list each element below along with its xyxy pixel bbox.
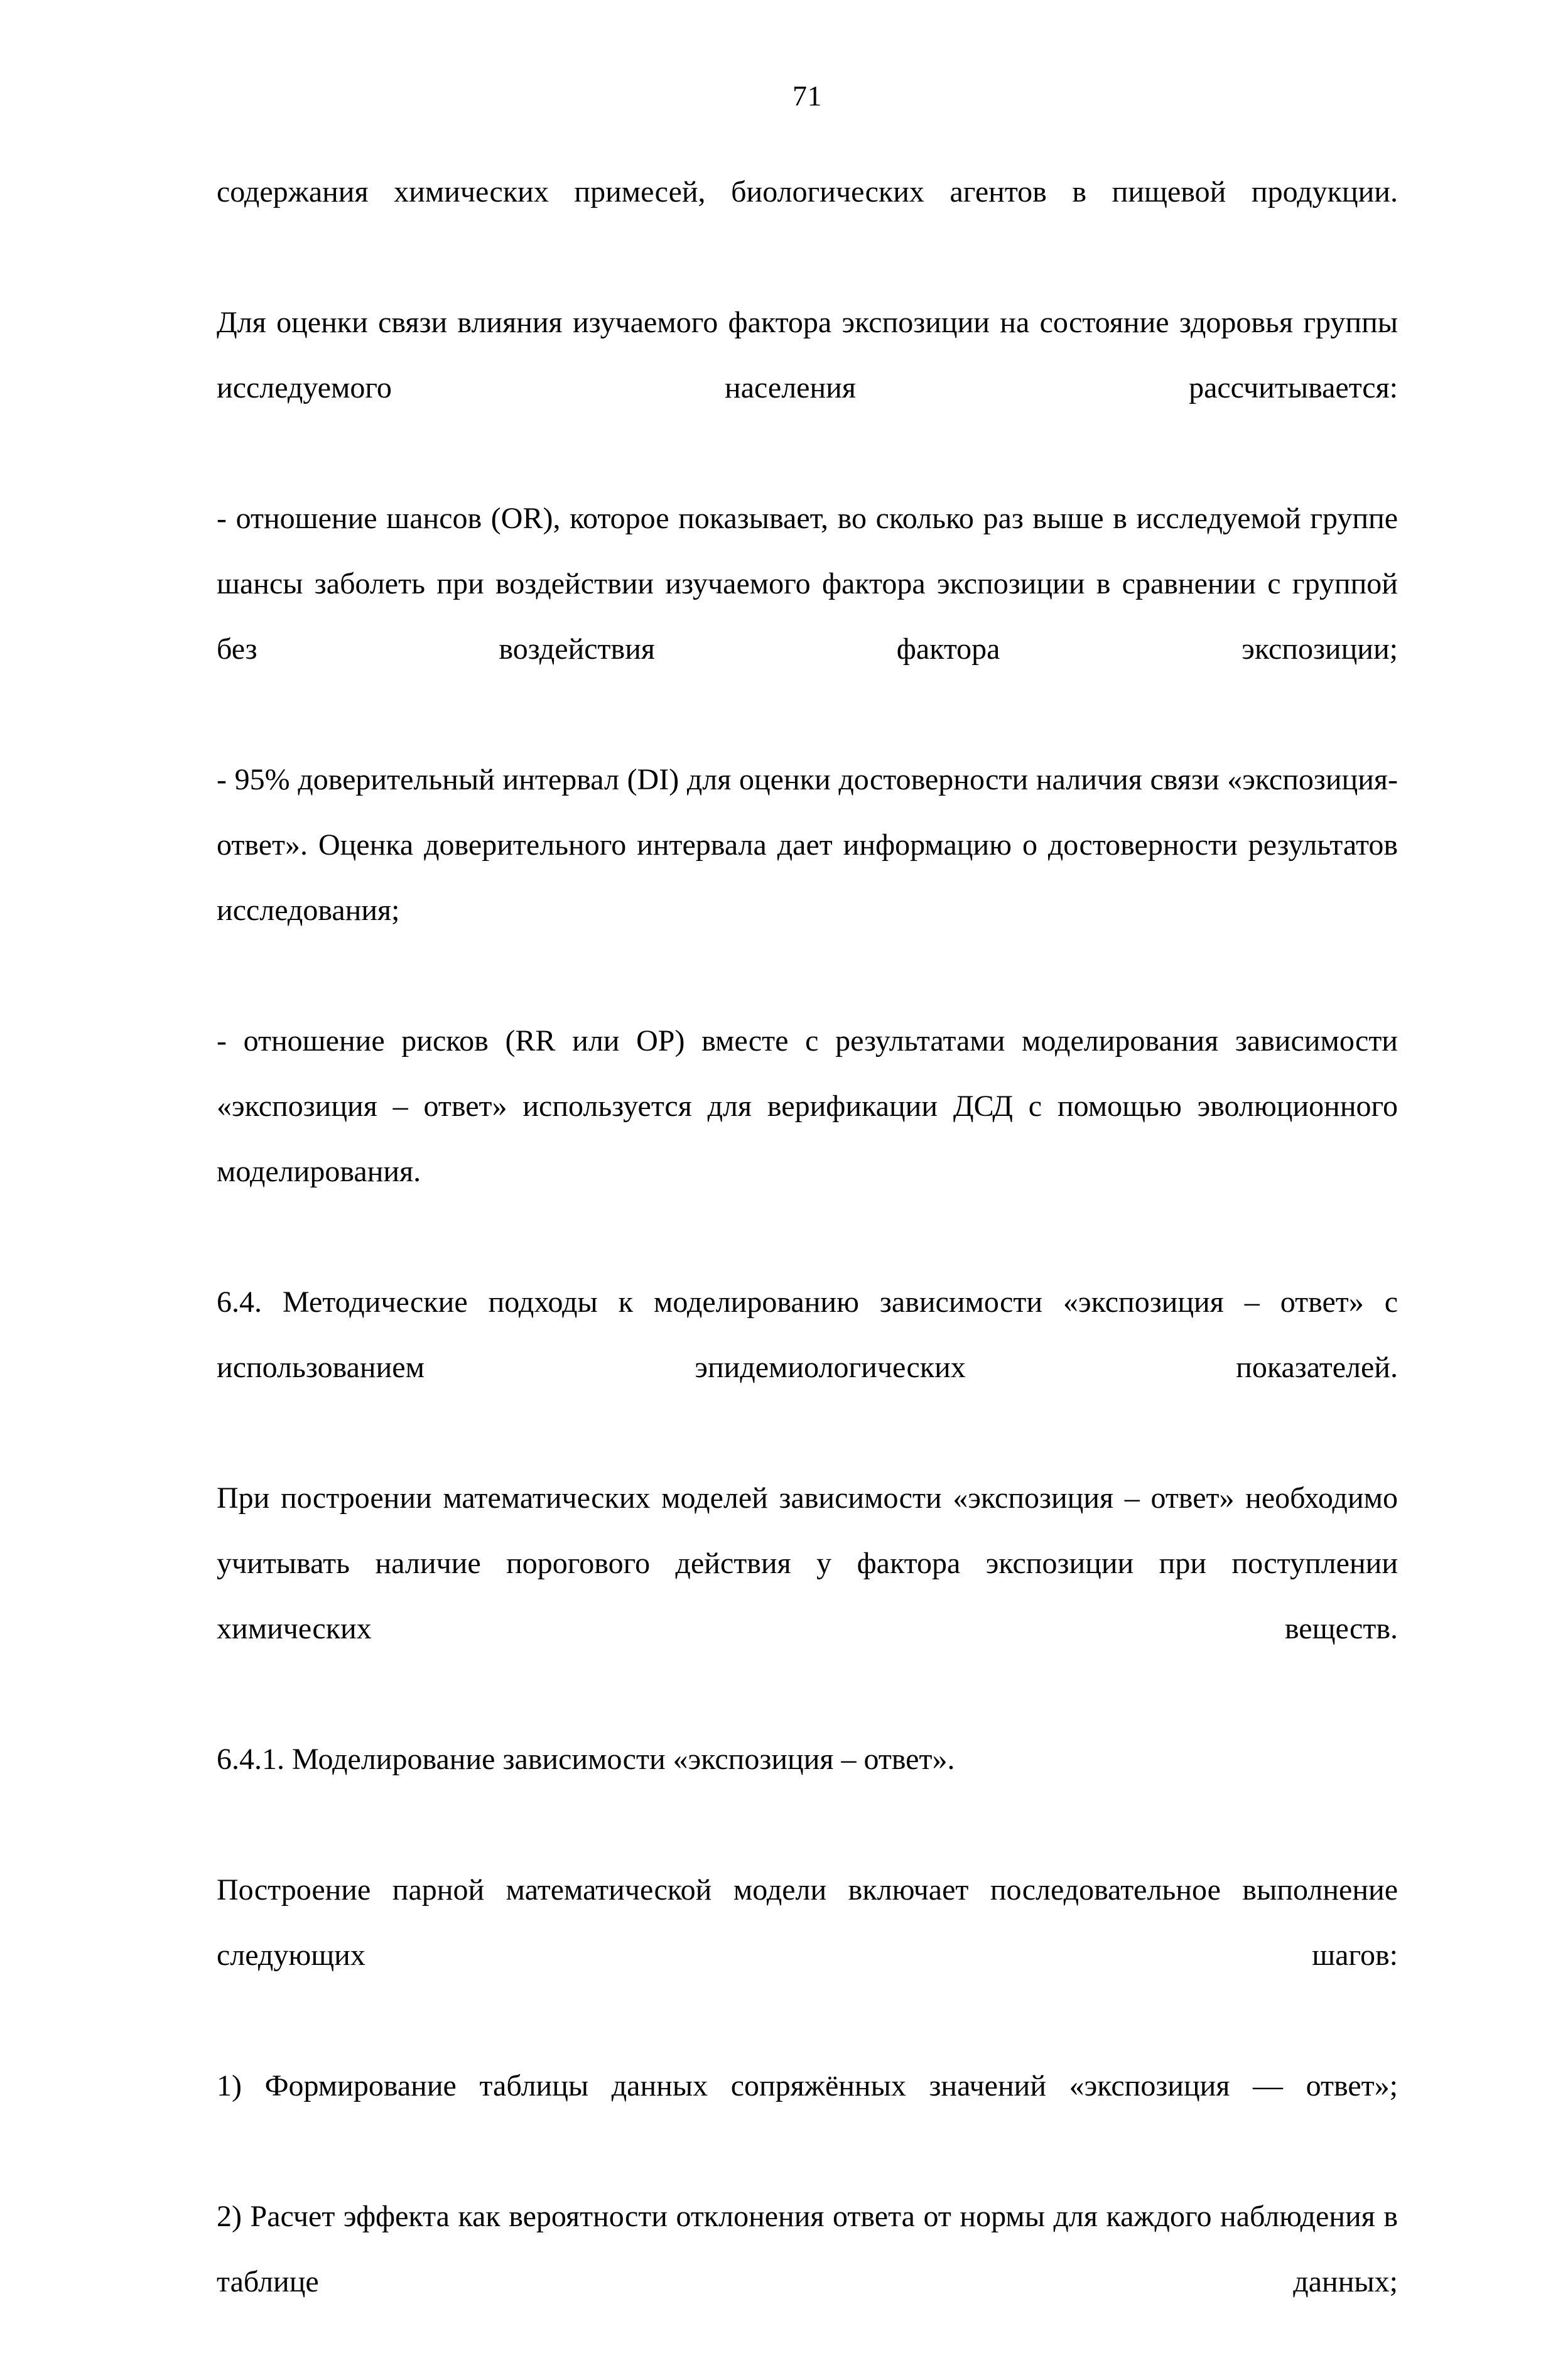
paragraph-section-6-4-1: 6.4.1. Моделирование зависимости «экспозиция – ответ». <box>217 1743 955 1776</box>
paragraph: При построении математических моделей зависимости «экспозиция – ответ» необходимо учитывать наличие порогового действия у фактора экспозиции при поступлении химических веществ. <box>217 1481 1398 1645</box>
paragraph: Построение парной математической модели включает последовательное выполнение следующих шагов: <box>217 1873 1398 1972</box>
paragraph-section-6-4: 6.4. Методические подходы к моделированию зависимости «экспозиция – ответ» с использованием эпидемиологических показателей. <box>217 1285 1398 1384</box>
page-number: 71 <box>793 80 822 112</box>
paragraph: - 95% доверительный интервал (DI) для оценки достоверности наличия связи «экспозиция-ответ». Оценка доверительного интервала дает информацию о достоверности результатов исследования; <box>217 763 1398 927</box>
paragraph: Для оценки связи влияния изучаемого фактора экспозиции на состояние здоровья группы исследуемого населения рассчитывается: <box>217 306 1398 404</box>
page-body <box>217 160 1398 2380</box>
paragraph: содержания химических примесей, биологических агентов в пищевой продукции. <box>217 175 1398 208</box>
paragraph-step-1: 1) Формирование таблицы данных сопряжённых значений «экспозиция — ответ»; <box>217 2069 1398 2102</box>
paragraph: - отношение шансов (OR), которое показывает, во сколько раз выше в исследуемой группе шансы заболеть при воздействии изучаемого фактора экспозиции в сравнении с группой без воздействия фактора экспозиции; <box>217 502 1398 666</box>
paragraph: - отношение рисков (RR или ОР) вместе с результатами моделирования зависимости «экспозиция – ответ» используется для верификации ДСД с помощью эволюционного моделирования. <box>217 1024 1398 1188</box>
paragraph-step-2: 2) Расчет эффекта как вероятности отклонения ответа от нормы для каждого наблюдения в таблице данных; <box>217 2200 1398 2298</box>
